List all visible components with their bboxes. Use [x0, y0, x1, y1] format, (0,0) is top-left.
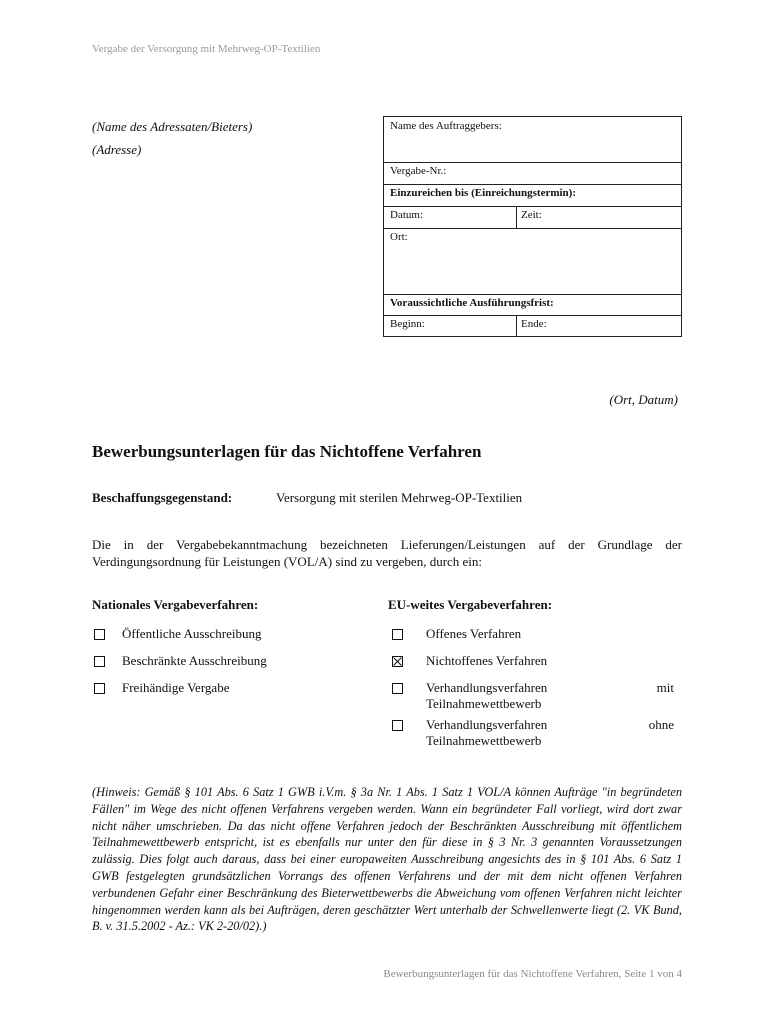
start-label: Beginn:: [390, 318, 425, 330]
client-row: [384, 117, 681, 163]
eu-option-label-4: Verhandlungsverfahren ohne Teilnahmewettbewerb: [426, 717, 674, 748]
date-label: Datum:: [390, 209, 423, 221]
eu-option-label-3: Verhandlungsverfahren mit Teilnahmewettbewerb: [426, 680, 674, 711]
running-header: Vergabe der Versorgung mit Mehrweg-OP-Textilien: [92, 43, 321, 55]
info-box: [383, 116, 682, 337]
award-number-label: Vergabe-Nr.:: [390, 165, 447, 177]
procurement-value: Versorgung mit sterilen Mehrweg-OP-Textilien: [276, 490, 523, 505]
national-option-label-3: Freihändige Vergabe: [122, 680, 230, 695]
eu-heading: EU-weites Vergabeverfahren:: [388, 597, 553, 612]
eu-option-checkbox-3[interactable]: [392, 683, 403, 694]
page-title: Bewerbungsunterlagen für das Nichtoffene Verfahren: [92, 442, 482, 461]
addressee-name: (Name des Adressaten/Bieters): [92, 119, 253, 134]
addressee-address: (Adresse): [92, 142, 142, 157]
intro-text: Die in der Vergabebekanntmachung bezeichneten Lieferungen/Leistungen auf der Grundlage der Verdingungsordnung für Leistungen (VOL/A) sind zu vergeben, durch ein:: [92, 537, 682, 569]
eu-option-checkbox-4[interactable]: [392, 720, 403, 731]
place-date: (Ort, Datum): [609, 392, 678, 407]
eu-option-checkbox-2[interactable]: [392, 656, 403, 667]
national-heading: Nationales Vergabeverfahren:: [92, 597, 259, 612]
national-option-label-2: Beschränkte Ausschreibung: [122, 653, 267, 668]
national-option-label-1: Öffentliche Ausschreibung: [122, 626, 262, 641]
client-label: Name des Auftraggebers:: [390, 120, 502, 132]
eu-option-label-1: Offenes Verfahren: [426, 626, 522, 641]
place-label: Ort:: [390, 231, 408, 243]
date-time-row: [384, 206, 681, 229]
national-option-checkbox-2[interactable]: [94, 656, 105, 667]
procurement-label: Beschaffungsgegenstand:: [92, 490, 233, 505]
execution-heading: Voraussichtliche Ausführungsfrist:: [390, 297, 554, 309]
column-divider: [516, 206, 517, 228]
national-option-checkbox-1[interactable]: [94, 629, 105, 640]
award-number-row: [384, 162, 681, 185]
start-end-row: [384, 315, 681, 336]
place-row: [384, 228, 681, 295]
national-option-checkbox-3[interactable]: [94, 683, 105, 694]
execution-heading-row: [384, 294, 681, 316]
page-footer: Bewerbungsunterlagen für das Nichtoffene Verfahren, Seite 1 von 4: [383, 968, 682, 980]
deadline-heading: Einzureichen bis (Einreichungstermin):: [390, 187, 576, 199]
column-divider: [516, 315, 517, 336]
time-label: Zeit:: [521, 209, 542, 221]
legal-note: (Hinweis: Gemäß § 101 Abs. 6 Satz 1 GWB i.V.m. § 3a Nr. 1 Abs. 1 Satz 1 VOL/A können Aufträge "in begründeten Fällen" im Wege des nicht offenen Verfahrens vergeben werden. Wann ein begründeter Fall vorliegt, wird dort zwar nicht näher umschrieben. Da das nicht offene Verfahren jedoch der Beschränkten Ausschreibung mit öffentlichem Teilnahmewettbewerb entspricht, ist es ebenfalls nur unter den für diese in § 3 Nr. 3 genannten Voraussetzungen zulässig. Dies folgt auch daraus, dass bei einer europaweiten Ausschreibung angesichts des in § 101 Abs. 6 Satz 1 GWB festgelegten grundsätzlichen Vorrangs des offenen Verfahrens und der mit dem nicht offenen Verfahren verbundenen Gefahr einer Beschränkung des Bieterwettbewerbs die Abweichung vom offenen Verfahren nicht leichter hingenommen werden kann als bei Aufträgen, deren geschätzter Wert unterhalb der Schwellenwerte liegt (2. VK Bund, B. v. 31.5.2002 - Az.: VK 2-20/02).): [92, 785, 682, 934]
end-label: Ende:: [521, 318, 547, 330]
eu-option-checkbox-1[interactable]: [392, 629, 403, 640]
eu-option-label-2: Nichtoffenes Verfahren: [426, 653, 548, 668]
deadline-heading-row: [384, 184, 681, 207]
